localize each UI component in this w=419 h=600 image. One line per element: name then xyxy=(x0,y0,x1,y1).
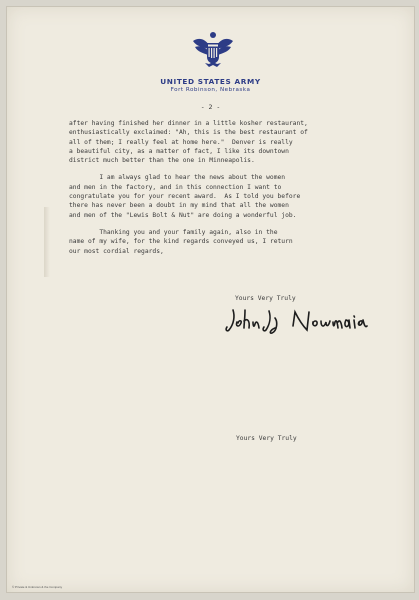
page-shadow xyxy=(44,207,50,277)
letterhead-location: Fort Robinson, Nebraska xyxy=(170,87,251,93)
closing-salutation: Yours Very Truly xyxy=(235,295,296,302)
paragraph-1: after having finished her dinner in a little kosher restaurant, enthusiastically exclaimed: "Ah, this is the best restaurant of all of them; I really feel at home here." Denver is really a beautiful city, as a matter of fact, I like its downtown district much better than the one in Minneapolis. xyxy=(69,120,308,165)
letterhead-title: UNITED STATES ARMY xyxy=(160,77,261,86)
page-number: - 2 - xyxy=(200,103,221,111)
eagle-seal-icon xyxy=(189,27,237,73)
paragraph-3: Thanking you and your family again, also in the name of my wife, for the kind regards conveyed us, I return our most cordial regards, xyxy=(69,228,293,255)
letter-body xyxy=(69,119,379,264)
footer-caption: © Private & Unknown & the Company xyxy=(12,585,63,589)
letter-page xyxy=(6,6,415,593)
handwritten-signature xyxy=(223,306,368,334)
paragraph-2: I am always glad to hear the news about the women and men in the factory, and in this connection I want to congratulate you for your recent award. As I told you before there has never been a doubt in my mind that all the women and men of the "Lewis Bolt & Nut" are doing a wonderful job. xyxy=(69,174,301,219)
closing-salutation-repeat: Yours Very Truly xyxy=(236,435,297,442)
